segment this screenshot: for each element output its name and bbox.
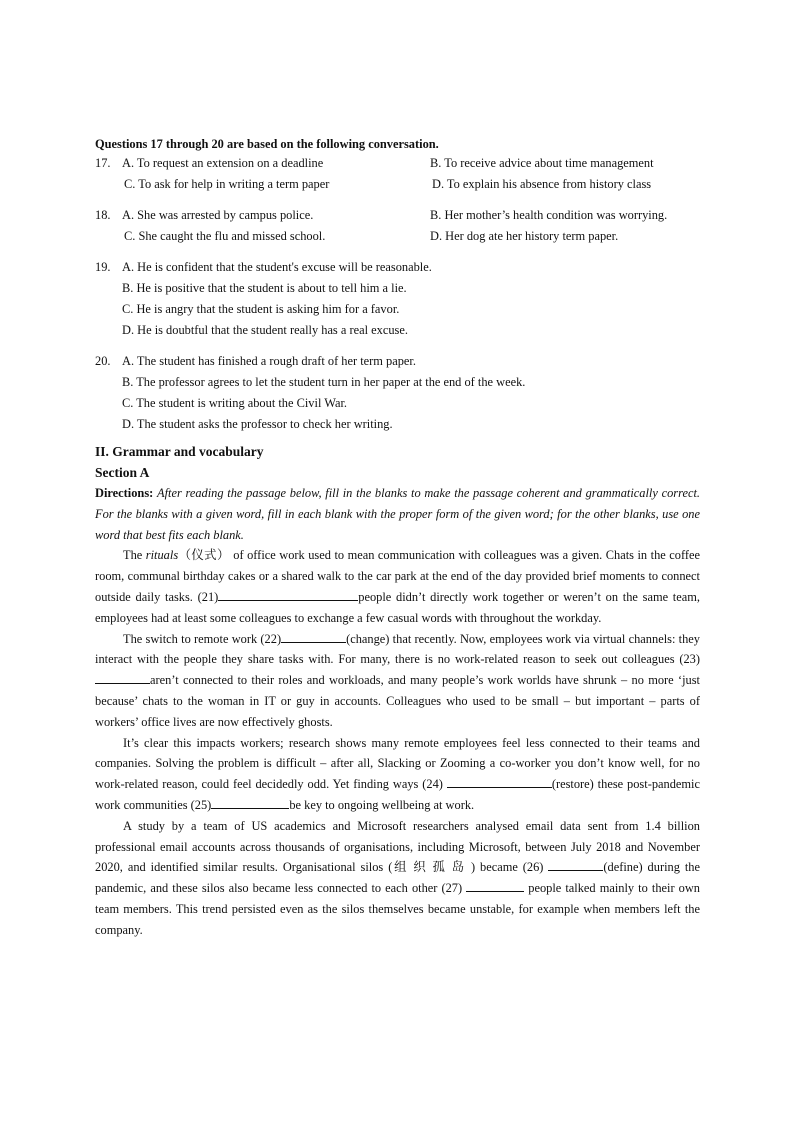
option-c: C. He is angry that the student is asking him for a favor.	[122, 302, 400, 316]
question-17-row2	[95, 174, 700, 195]
passage-paragraph-3: It’s clear this impacts workers; research shows many remote employees feel less connected to their teams and companies. Solving the problem is difficult – after all, Slacking or Zooming a co-worker you don’t know well, for no work-related reason, could feel decidedly odd. Yet finding ways (24) (restore) these post-pandemic work communities (25) be key to ongoing wellbeing at work.	[95, 735, 700, 812]
option-a: A. To request an extension on a deadline	[122, 156, 324, 170]
rituals-word: rituals	[145, 548, 179, 563]
directions-text: After reading the passage below, fill in the blanks to make the passage coherent and grammatically correct. For the blanks with a given word, fill in each blank with the proper form of the given word; for the other blanks, use one word that best fits each blank.	[95, 486, 700, 542]
option-c: C. The student is writing about the Civil War.	[122, 396, 348, 410]
option-b: B. To receive advice about time management	[430, 156, 654, 170]
option-d: D. Her dog ate her history term paper.	[430, 229, 619, 243]
question-number: 18.	[95, 208, 111, 222]
question-18-row2	[95, 226, 700, 247]
option-d: D. To explain his absence from history class	[432, 177, 652, 191]
blank-21[interactable]	[218, 588, 358, 601]
worksheet-page	[95, 136, 700, 941]
blank-24[interactable]	[447, 775, 552, 788]
option-c: C. She caught the flu and missed school.	[124, 229, 326, 243]
passage-paragraph-1: The rituals（仪式） of office work used to mean communication with colleagues was a given. Chats in the coffee room, communal birthday cakes or a shared walk to the car park at the end of the day provided brief moments to connect outside daily tasks. (21) people didn’t directly work together or weren’t on the same team, employees had at least some colleagues to exchange a few casual words with throughout the workday.	[95, 548, 700, 625]
blank-23[interactable]	[95, 671, 150, 684]
question-number: 19.	[95, 260, 111, 274]
option-a: A. The student has finished a rough draft of her term paper.	[122, 354, 416, 368]
question-19-row2	[95, 278, 700, 299]
question-20-row1	[95, 351, 700, 372]
option-d: D. The student asks the professor to check her writing.	[122, 417, 393, 431]
question-18-row1	[95, 205, 700, 226]
option-c: C. To ask for help in writing a term paper	[124, 177, 330, 191]
questions-header: Questions 17 through 20 are based on the following conversation.	[95, 137, 439, 151]
question-19-row3	[95, 299, 700, 320]
option-a: A. He is confident that the student's excuse will be reasonable.	[122, 260, 432, 274]
option-d: D. He is doubtful that the student really has a real excuse.	[122, 323, 408, 337]
directions-label: Directions:	[95, 486, 154, 500]
question-20-row3	[95, 393, 700, 414]
question-20-row4	[95, 414, 700, 435]
blank-22[interactable]	[281, 630, 346, 643]
blank-27[interactable]	[466, 879, 524, 892]
blank-25[interactable]	[211, 796, 289, 809]
option-a: A. She was arrested by campus police.	[122, 208, 314, 222]
passage-paragraph-4: A study by a team of US academics and Microsoft researchers analysed email data sent from 1.4 billion professional email accounts across thousands of organisations, including Microsoft, between July 2018 and November 2020, and identified similar results. Organisational silos (组 织 孤 岛 ) became (26) (define) during the pandemic, and these silos also became less connected to each other (27) people talked mainly to their own team members. This trend persisted even as the silos themselves became unstable, for example when members left the company.	[95, 818, 700, 937]
passage-paragraph-2: The switch to remote work (22) (change) that recently. Now, employees work via virtual channels: they interact with the people they share tasks with. For many, there is no work-related reason to seek out colleagues (23)aren’t connected to their roles and workloads, and many people’s work worlds have shrunk – no more ‘just because’ chats to the woman in IT or guy in accounts. Colleagues who used to be small – but important – parts of workers’ office lives are now effectively ghosts.	[95, 631, 700, 729]
blank-26[interactable]	[548, 858, 603, 871]
question-19-row1	[95, 257, 700, 278]
option-b: B. Her mother’s health condition was worrying.	[430, 208, 668, 222]
section-title: II. Grammar and vocabulary	[95, 444, 264, 459]
question-17-row1	[95, 153, 700, 174]
question-20-row2	[95, 372, 700, 393]
question-number: 17.	[95, 156, 111, 170]
option-b: B. He is positive that the student is about to tell him a lie.	[122, 281, 407, 295]
directions	[95, 483, 700, 545]
option-b: B. The professor agrees to let the student turn in her paper at the end of the week.	[122, 375, 526, 389]
question-number: 20.	[95, 354, 111, 368]
question-19-row4	[95, 320, 700, 341]
section-subtitle: Section A	[95, 465, 150, 480]
